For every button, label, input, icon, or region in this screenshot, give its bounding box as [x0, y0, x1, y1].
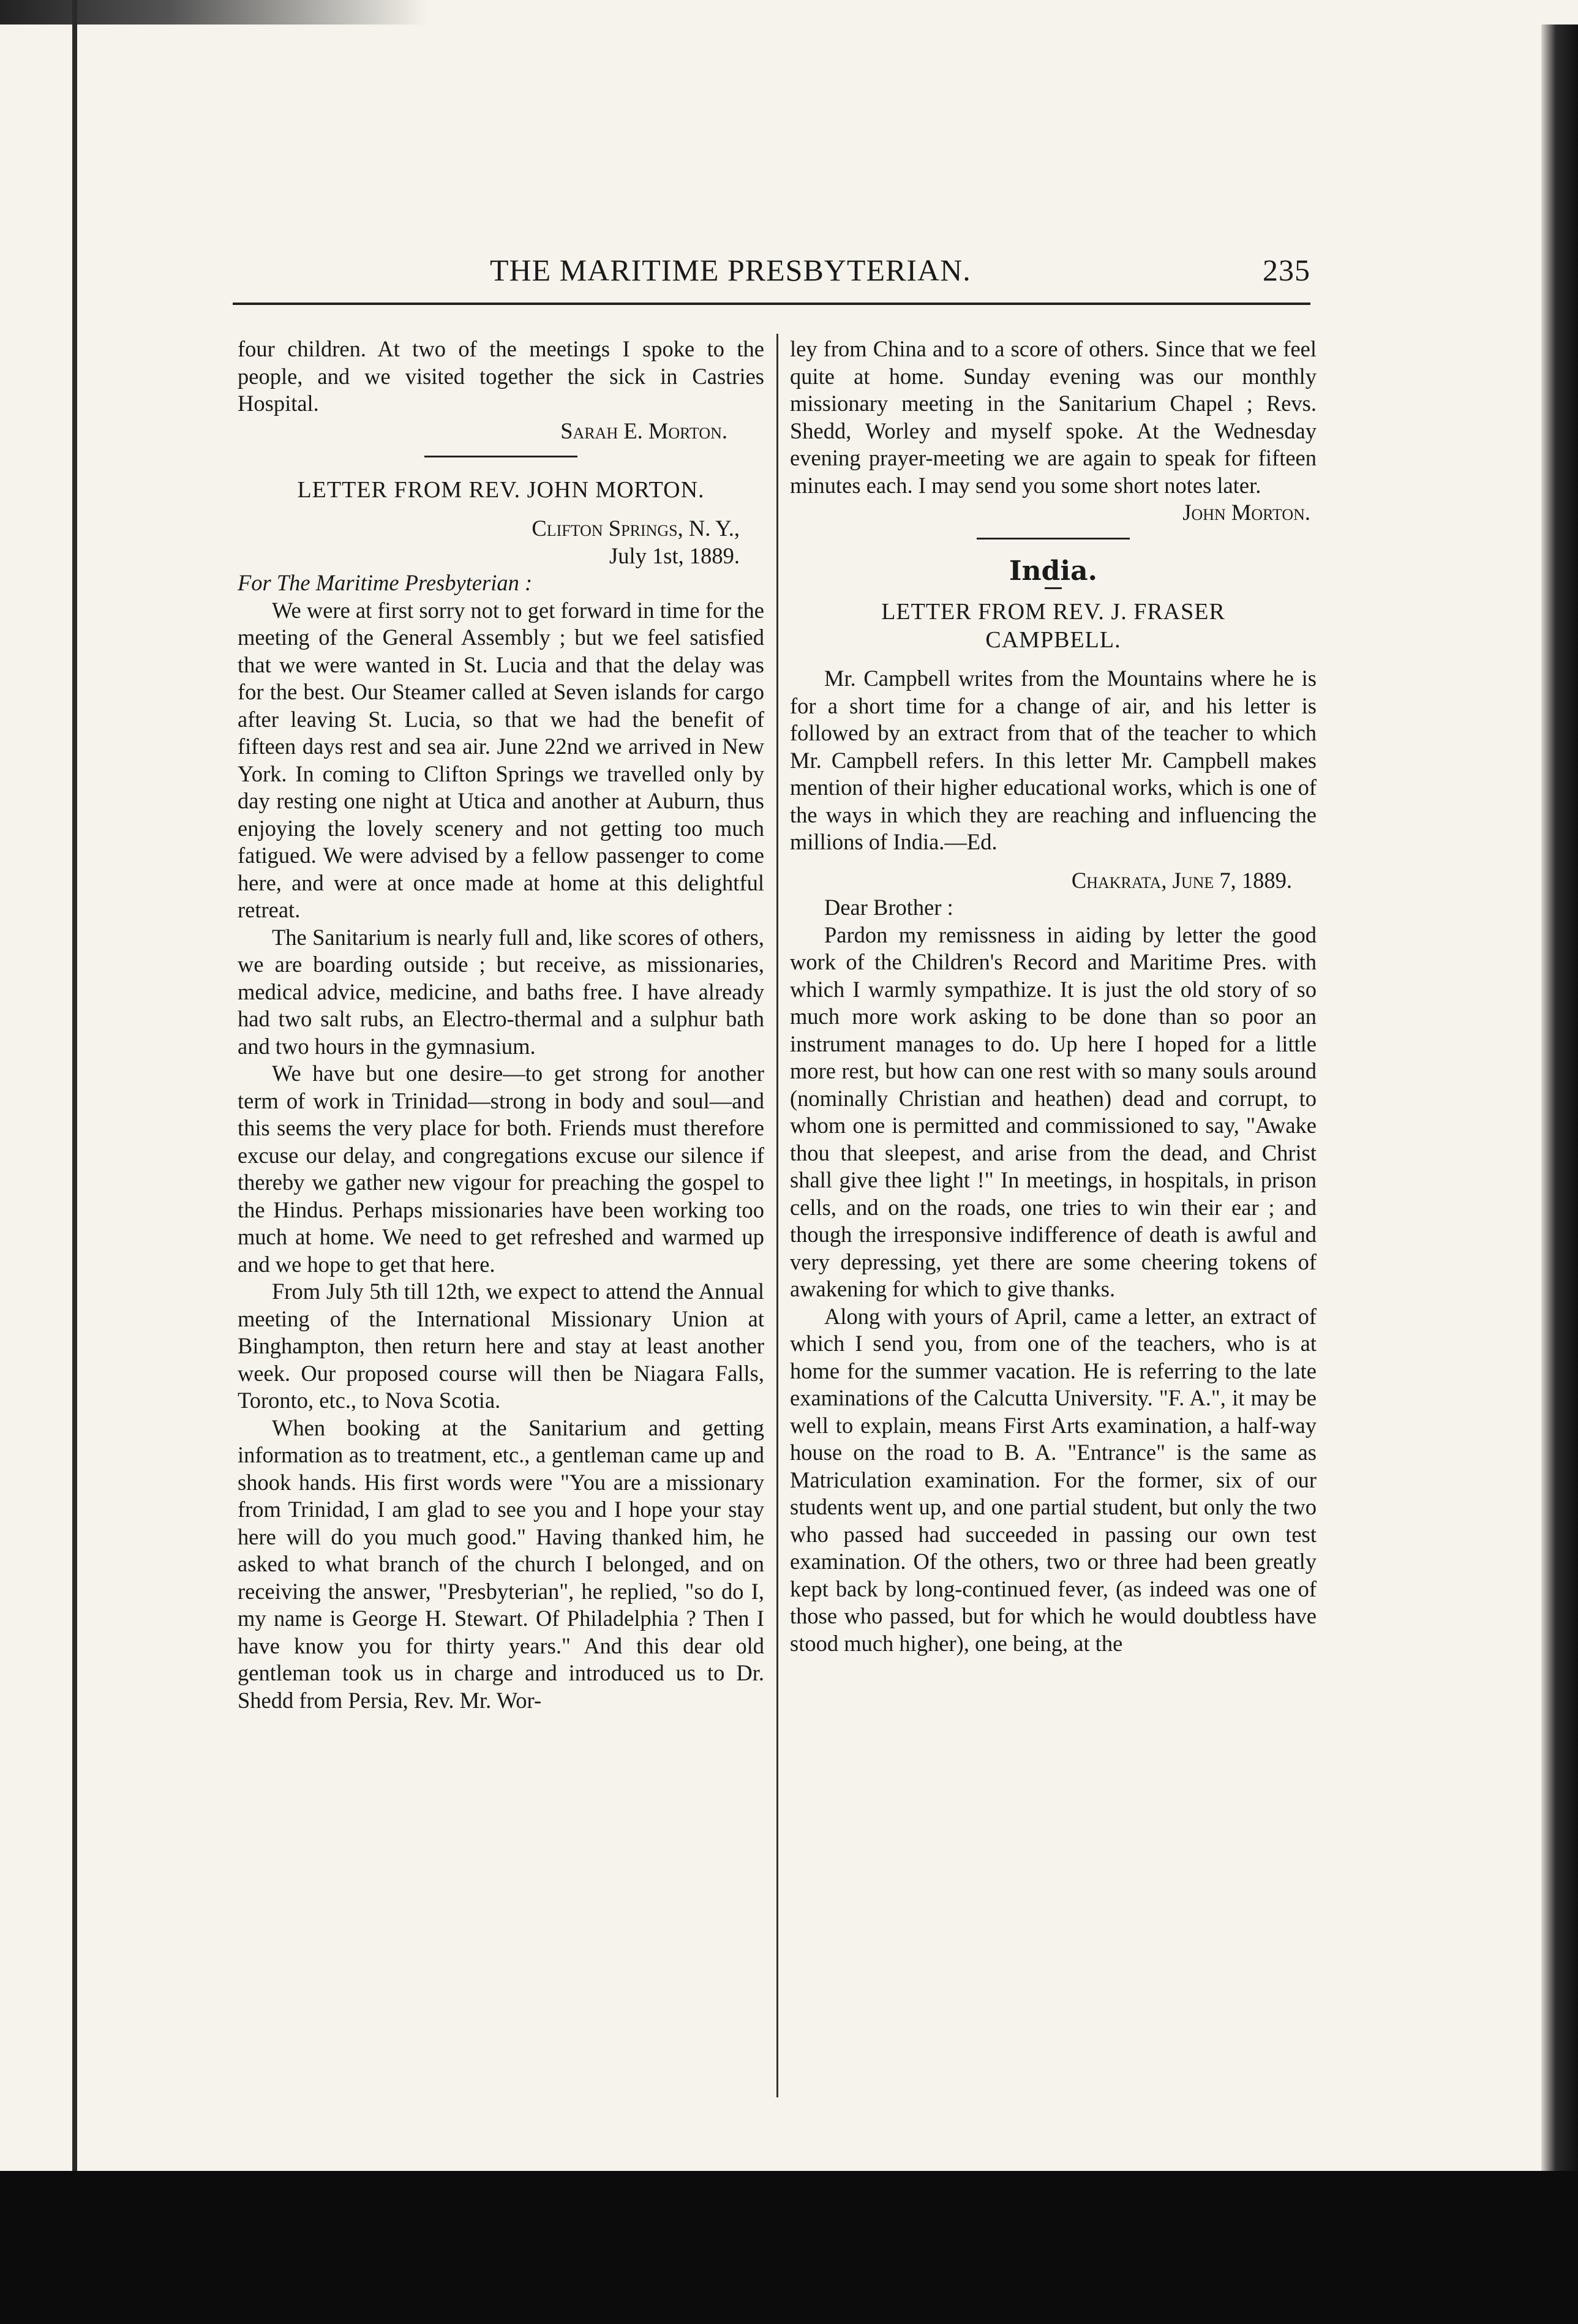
letter-place: Chakrata, [1071, 867, 1167, 893]
page-right-edge [1541, 24, 1578, 2290]
continued-paragraph: four children. At two of the meetings I spoke to the people, and we visited together the sick in Castries Hospital. [238, 336, 764, 416]
paragraph: From July 5th till 12th, we expect to attend the Annual meeting of the International Missionary Union at Binghampton, then return here and stay at least another week. Our proposed course will then be Niagara Falls, Toronto, etc., to Nova Scotia. [238, 1279, 764, 1413]
letter-heading-line: CAMPBELL. [985, 627, 1121, 653]
continued-paragraph: ley from China and to a score of others. Since that we feel quite at home. Sunday evening was our monthly missionary meeting in the Sanitarium Chapel ; Revs. Shedd, Worley and myself spoke. At the Wednesday evening prayer-meeting we are again to speak for fifteen minutes each. I may send you some short notes later. [790, 336, 1317, 498]
column-divider [776, 334, 778, 2097]
letter-place-date [790, 867, 1317, 895]
letter-place: Clifton Springs, N. Y., [532, 516, 740, 541]
right-column [790, 336, 1317, 1657]
editor-intro: Mr. Campbell writes from the Mountains where he is for a short time for a change of air, and his letter is followed by an extract from that of the teacher to which Mr. Campbell refers. In this letter Mr. Campbell makes mention of their higher educational works, which is one of the ways in which they are reaching and influencing the millions of India.—Ed. [790, 666, 1317, 854]
paragraph: Along with yours of April, came a letter, an extract of which I send you, from one of the teachers, who is at home for the summer vacation. He is referring to the late examinations of the Calcutta University. "F. A.", it may be well to explain, means First Arts examination, a half-way house on the road to B. A. "Entrance" is the same as Matriculation examination. For the former, six of our students went up, and one partial student, but only the two who passed had succeeded in passing our own test examination. Of the others, two or three had been greatly kept back by long-continued fever, (as indeed was one of those who passed, but for which he would doubtless have stood much higher), one being, at the [790, 1303, 1317, 1656]
letter-heading-line: LETTER FROM REV. J. FRASER [881, 599, 1225, 625]
paragraph: Pardon my remissness in aiding by letter the good work of the Children's Record and Maritime Pres. with which I warmly sympathize. It is just the old story of so much more work asking to be done than so poor an instrument manages to do. Up here I hoped for a little more rest, but how can one rest with so many souls around (nominally Christian and heathen) dead and corrupt, to whom one is permitted and commissioned to say, "Awake thou that sleepest, and arise from the dead, and Christ shall give thee light !" In meetings, in hospitals, in prison cells, and on the roads, one tries to win their ear ; and though the irresponsive indifference of death is awful and very depressing, yet there are some cheering tokens of awakening for which to give thanks. [790, 922, 1317, 1301]
running-header [233, 252, 1310, 295]
paragraph: The Sanitarium is nearly full and, like scores of others, we are boarding outside ; but receive, as missionaries, medical advice, medicine, and baths free. I have already had two salt rubs, an Electro-thermal and a sulphur bath and two hours in the gymnasium. [238, 924, 764, 1059]
page-number: 235 [1263, 253, 1310, 287]
paragraph: We were at first sorry not to get forward in time for the meeting of the General Assembly ; but we feel satisfied that we were wanted in St. Lucia and that the delay was for the best. Our Steamer called at Seven islands for cargo after leaving St. Lucia, so that we had the benefit of fifteen days rest and sea air. June 22nd we arrived in New York. In coming to Clifton Springs we travelled only by day resting one night at Utica and another at Auburn, thus enjoying the lovely scenery and not getting too much fatigued. We were advised by a fellow passenger to come here, and were at once made at home at this delightful retreat. [238, 597, 764, 922]
letter-date: July 1st, 1889. [609, 543, 740, 568]
paragraph: When booking at the Sanitarium and getting information as to treatment, etc., a gentleman came up and shook hands. His first words were "You are a missionary from Trinidad, I am glad to see you and I hope your stay here will do you much good." Having thanked him, he asked to what branch of the church I belonged, and on receiving the answer, "Presbyterian", he replied, "so do I, my name is George H. Stewart. Of Philadelphia ? Then I have know you for thirty years." And this dear old gentleman took us in charge and introduced us to Dr. Shedd from Persia, Rev. Mr. Wor- [238, 1415, 764, 1713]
letter-date: June 7, 1889. [1172, 867, 1292, 893]
signature-john-morton: John Morton. [1182, 500, 1310, 525]
title-dash [1045, 587, 1062, 589]
for-line: For The Maritime Presbyterian : [238, 570, 533, 595]
header-rule [233, 303, 1310, 305]
left-column [238, 336, 764, 1714]
page-left-edge [72, 0, 77, 2324]
paragraph: We have but one desire—to get strong for another term of work in Trinidad—strong in body and soul—and this seems the very place for both. Friends must therefore excuse our delay, and congregations excuse our silence if thereby we gather new vigour for preaching the gospel to the Hindus. Perhaps missionaries have been working too much at home. We need to get refreshed and warmed up and we hope to get that here. [238, 1061, 764, 1277]
letter-heading-campbell [790, 598, 1317, 654]
letter-heading-john-morton: LETTER FROM REV. JOHN MORTON. [297, 477, 705, 503]
header-title: THE MARITIME PRESBYTERIAN. [490, 253, 971, 287]
scan-bottom-band [0, 2171, 1578, 2324]
salutation: Dear Brother : [824, 895, 953, 920]
section-title-india: India. [1009, 555, 1097, 587]
section-rule [424, 456, 577, 457]
scan-smudge [0, 0, 429, 24]
section-rule [977, 538, 1130, 540]
signature-sarah-morton: Sarah E. Morton. [560, 418, 727, 443]
